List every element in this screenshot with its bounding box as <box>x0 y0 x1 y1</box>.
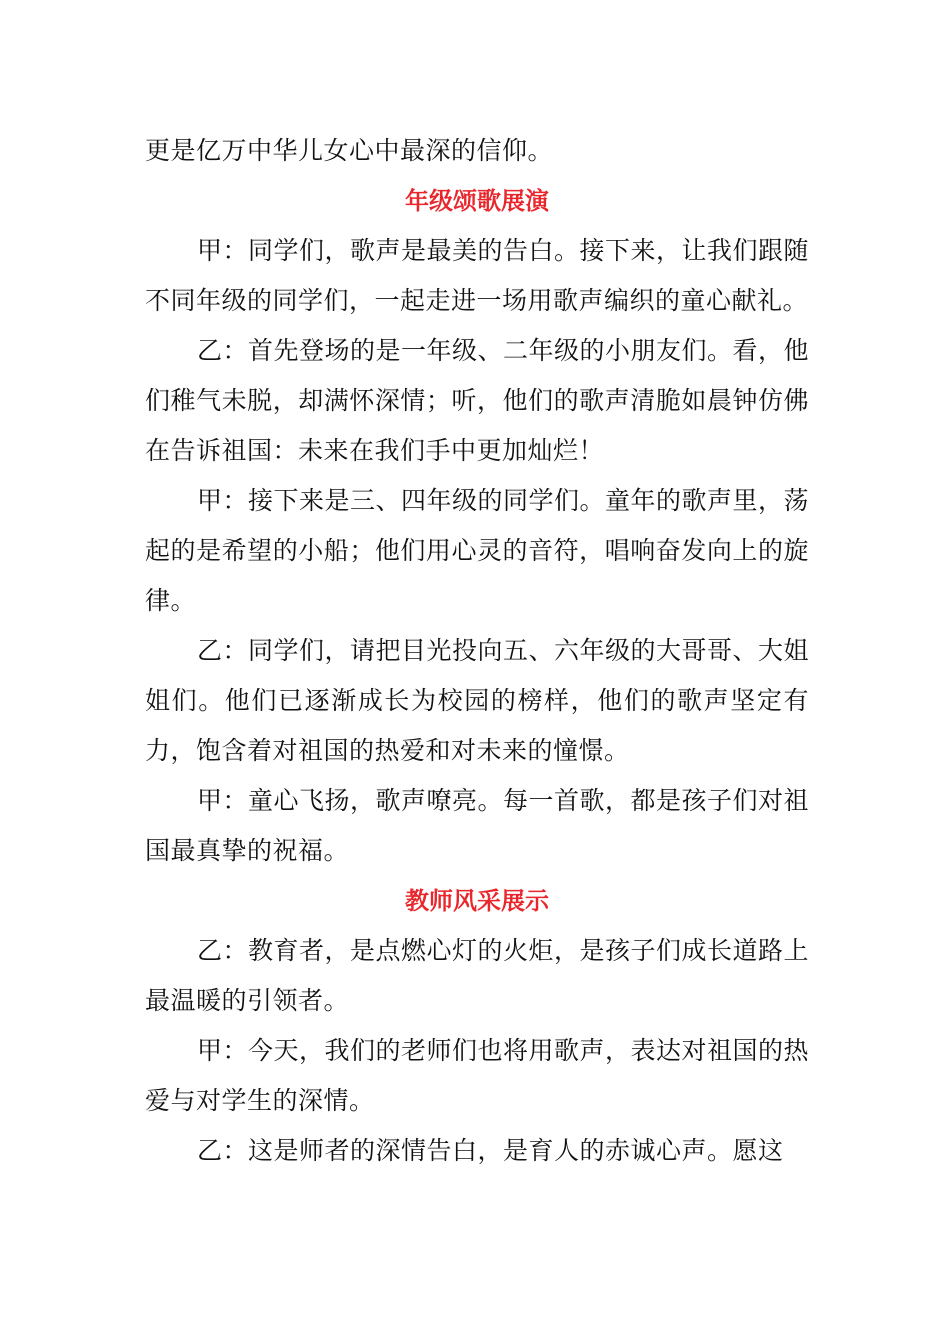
paragraph: 甲：接下来是三、四年级的同学们。童年的歌声里，荡起的是希望的小船；他们用心灵的音符，唱响奋发向上的旋律。 <box>145 486 810 615</box>
paragraph: 甲：同学们，歌声是最美的告白。接下来，让我们跟随不同年级的同学们，一起走进一场用歌声编织的童心献礼。 <box>145 236 810 315</box>
paragraph: 乙：教育者，是点燃心灯的火炬，是孩子们成长道路上最温暖的引领者。 <box>145 936 810 1015</box>
paragraph: 乙：同学们，请把目光投向五、六年级的大哥哥、大姐姐们。他们已逐渐成长为校园的榜样，他们的歌声坚定有力，饱含着对祖国的热爱和对未来的憧憬。 <box>145 636 810 765</box>
paragraph: 甲：今天，我们的老师们也将用歌声，表达对祖国的热爱与对学生的深情。 <box>145 1036 810 1115</box>
paragraph: 甲：童心飞扬，歌声嘹亮。每一首歌，都是孩子们对祖国最真挚的祝福。 <box>145 786 810 865</box>
document-page <box>145 126 809 1176</box>
section-heading-teacher-showcase: 教师风采展示 <box>405 887 549 915</box>
paragraph: 乙：首先登场的是一年级、二年级的小朋友们。看，他们稚气未脱，却满怀深情；听，他们的歌声清脆如晨钟仿佛在告诉祖国：未来在我们手中更加灿烂！ <box>145 336 810 465</box>
section-heading-grade-songs: 年级颂歌展演 <box>405 187 549 215</box>
paragraph: 乙：这是师者的深情告白，是育人的赤诚心声。愿这 <box>197 1136 784 1165</box>
intro-line: 更是亿万中华儿女心中最深的信仰。 <box>145 136 554 165</box>
